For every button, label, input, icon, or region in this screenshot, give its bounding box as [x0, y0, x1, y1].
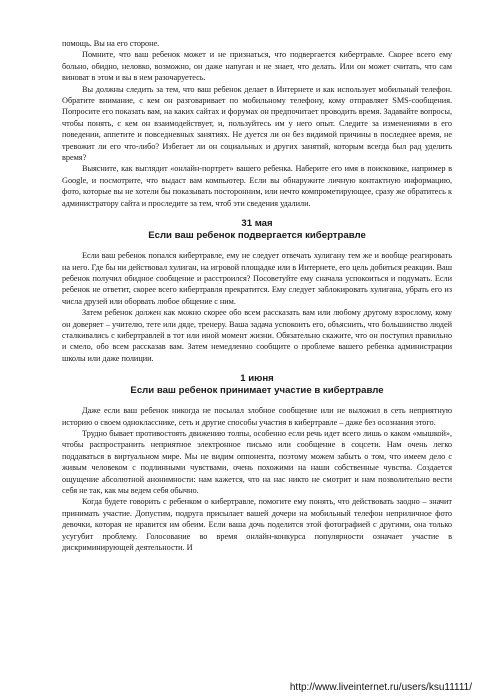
paragraph: помощь. Вы на его стороне.: [62, 39, 160, 48]
section-title: Если ваш ребенок подвергается кибертравле: [148, 229, 366, 241]
section-date: 1 июня: [240, 373, 274, 385]
paragraph: Помните, что ваш ребенок может и не признаться, что подвергается кибертравле. Скорее всего ему больно, обидно, неловко, возможно, он даже напуган и не знает, что делать. Или он может считать, что сам виноват в этом и вы в нем разочаруетесь.: [62, 50, 452, 83]
paragraph: Выясните, как выглядит «онлайн-портрет» вашего ребенка. Наберите его имя в поисковике, например в Google, и посмотрите, что выдаст вам компьютер. Если вы обнаружите личную контактную информацию, фото, которые вы не хотели бы показывать посторонним, или нечто компрометирующее, сразу же обратитесь к администратору сайта и проследите за тем, чтоб эти сведения удалили.: [62, 164, 452, 208]
paragraph: Затем ребенок должен как можно скорее обо всем рассказать вам или любому другому взрослому, кому он доверяет – учителю, тете или дяде, тренеру. Ваша задача успокоить его, объяснить, что большинство людей сталкивались с кибертравлей в тот или иной момент жизни. Обязательно скажите, что он поступил правильно и смело, обо всем рассказав вам. Затем немедленно сообщите о проблеме вашего ребенка администрации школы или даже полиции.: [62, 308, 452, 363]
paragraph: Если ваш ребенок попался кибертравле, ему не следует отвечать хулигану тем же и вообще реагировать на него. Где бы ни действовал хулиган, на игровой площадке или в Интернете, его цель добиться реакции. Ваш ребенок получил обидное сообщение и расстроился? Посоветуйте ему сначала успокоиться и подумать. Если ребенок не ответит, скорее всего кибертравля прекратится. Ему следует заблокировать хулигана, убрать его из числа друзей или оборвать любое общение с ним.: [62, 251, 452, 306]
paragraph: Даже если ваш ребенок никогда не посылал злобное сообщение или не выложил в сеть неприятную историю о своем однокласснике, сеть и другие способы участия в кибертравле – даже без осознания этого.: [62, 406, 452, 427]
source-url-watermark: http://www.liveinternet.ru/users/ksu11111/: [289, 682, 472, 693]
section-date: 31 мая: [241, 218, 273, 230]
section-title: Если ваш ребенок принимает участие в кибертравле: [130, 384, 384, 396]
paragraph: Трудно бывает противостоять движению толпы, особенно если речь идет всего лишь о каком «мышкой», чтобы распространить неприятное электронное письмо или сообщение в соцсети. Нам очень легко поддаваться в виртуальном мире. Мы не видим оппонента, поэтому можем забыть о том, что имеем дело с живым человеком с подлинными чувствами, очень похожими на наши собственные чувства. Создается ощущение абсолютной анонимности: нам кажется, что на нас никто не смотрит и нам позволительно вести себя не так, как мы ведем себя обычно.: [62, 428, 452, 495]
paragraph: Когда будете говорить с ребенком о кибертравле, помогите ему понять, что действовать заодно – значит принимать участие. Допустим, подруга присылает вашей дочери на мобильный телефон неприличное фото девочки, которая не нравится им обеим. Если ваша дочь поделится этой фотографией с другими, она только усугубит проблему. Голосование во время онлайн-конкурса популярности означает участие в дискриминирующей деятельности. И: [62, 497, 452, 553]
document-body: [62, 38, 452, 553]
paragraph: Вы должны следить за тем, что ваш ребенок делает в Интернете и как использует мобильный телефон. Обратите внимание, с кем он разговаривает по мобильному телефону, кому отправляет SMS-сообщения. Попросите его показать вам, на каких сайтах и форумах он предпочитает проводить время. Задавайте вопросы, чтобы понять, с кем он взаимодействует, и, пользуйтесь им у него опыт. Следите за изменениями в его поведении, аппетите и повседневных занятиях. Не дуется ли он без видимой причины в последнее время, не тревожит ли его что-либо? Избегает ли он социальных и других занятий, которым всегда был рад уделить время?: [62, 84, 452, 163]
